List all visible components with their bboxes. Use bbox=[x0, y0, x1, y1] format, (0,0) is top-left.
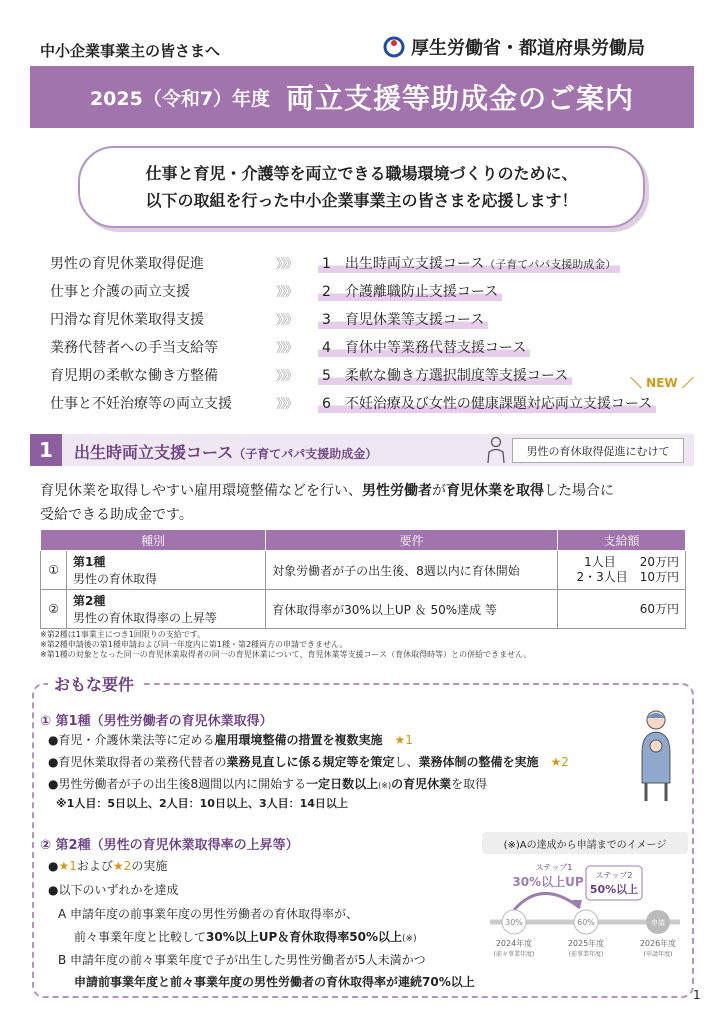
desc-text: した場合に bbox=[544, 483, 614, 499]
row-amount: 60万円 bbox=[558, 590, 686, 629]
type2-bullet-2: ●以下のいずれかを達成 bbox=[48, 883, 179, 897]
col-amount: 支給額 bbox=[558, 530, 686, 551]
step1-value: 30%以上UP bbox=[512, 875, 584, 889]
ministry-logo bbox=[383, 36, 405, 58]
table-header-row bbox=[41, 530, 686, 551]
course-name bbox=[318, 281, 502, 301]
desc-bold: 男性労働者 bbox=[362, 483, 432, 499]
course-name bbox=[318, 393, 656, 413]
row-kind bbox=[67, 590, 266, 629]
row-amount bbox=[558, 551, 686, 590]
course-goal: 仕事と介護の両立支援 bbox=[50, 284, 190, 300]
star-icon: ★1 bbox=[394, 733, 413, 747]
text: 前々事業年度と比較して bbox=[74, 930, 207, 944]
requirements-title: おもな要件 bbox=[48, 672, 140, 695]
course-goal: 業務代替者への手当支給等 bbox=[50, 340, 218, 356]
footnote: ※第2種申請後の第1種申請および同一年度内に第1種・第2種両方の申請できません。 bbox=[40, 640, 348, 649]
bold-text: 業務見直しに係る規定等を策定 bbox=[226, 755, 395, 769]
arrow-icon: 》》》 bbox=[276, 285, 297, 300]
course-name bbox=[318, 253, 620, 273]
timeline-diagram bbox=[482, 856, 688, 966]
text: ● bbox=[48, 859, 59, 873]
kind-sub: 男性の育休取得率の上昇等 bbox=[73, 611, 218, 625]
row-number: ① bbox=[41, 551, 67, 590]
text: ●育児・介護休業法等に定める bbox=[48, 733, 215, 747]
table-row bbox=[41, 590, 686, 629]
bold-text: の育児休業 bbox=[391, 777, 452, 791]
note-mark: (※) bbox=[402, 934, 417, 944]
ministry-name: 厚生労働省・都道府県労働局 bbox=[411, 38, 645, 59]
course-name bbox=[318, 309, 488, 329]
section-number: 1 bbox=[30, 434, 62, 466]
bold-text: 30%以上UP＆育休取得率50%以上 bbox=[206, 930, 403, 944]
type2-heading: ② 第2種（男性の育児休業取得率の上昇等） bbox=[40, 838, 299, 853]
course-row-6 bbox=[40, 389, 700, 417]
course-row-3 bbox=[40, 305, 700, 333]
course-goal: 男性の育児休業取得促進 bbox=[50, 256, 204, 272]
ministry-header bbox=[383, 34, 645, 60]
text: を取得 bbox=[451, 777, 488, 791]
course-name bbox=[318, 337, 530, 357]
row-kind bbox=[67, 551, 266, 590]
arrow-icon: 》》》 bbox=[276, 397, 297, 412]
course-row-2 bbox=[40, 277, 700, 305]
course-title: 育休中等業務代替支援コース bbox=[344, 340, 527, 356]
course-title: 育児休業等支援コース bbox=[344, 312, 485, 328]
footnote: ※第2種は1事業主につき1回限りの支給です。 bbox=[40, 630, 206, 639]
arrow-icon: 》》》 bbox=[276, 257, 297, 272]
footnotes bbox=[40, 630, 532, 660]
type2-bullet-1 bbox=[48, 857, 167, 874]
page-number: 1 bbox=[693, 988, 701, 1002]
course-goal: 仕事と不妊治療等の両立支援 bbox=[50, 396, 232, 412]
intro-line-1: 仕事と育児・介護等を両立できる職場環境づくりのために、 bbox=[145, 164, 578, 183]
course-number: 5 bbox=[322, 368, 331, 384]
type1-heading: ① 第1種（男性労働者の育児休業取得） bbox=[40, 714, 273, 729]
amount-line: 1人目 20万円 bbox=[584, 555, 679, 569]
col-requirement: 要件 bbox=[266, 530, 558, 551]
type1-bullet-1 bbox=[48, 731, 413, 748]
amount-line: 2・3人目 10万円 bbox=[576, 570, 679, 584]
arrow-icon: 》》》 bbox=[276, 369, 297, 384]
star-icon: ★2 bbox=[112, 859, 132, 873]
course-title: 不妊治療及び女性の健康課題対応両立支援コース bbox=[344, 396, 653, 412]
title-banner bbox=[30, 66, 694, 128]
node-sub: (申請年度) bbox=[643, 951, 673, 958]
course-row-5 bbox=[40, 361, 700, 389]
course-subtitle: （子育てパパ支援助成金） bbox=[484, 258, 617, 271]
text: ●男性労働者が子の出生後8週間以内に開始する bbox=[48, 777, 307, 791]
condition-a-line-1: A 申請年度の前事業年度の男性労働者の育休取得率が、 bbox=[58, 907, 359, 921]
course-title: 柔軟な働き方選択制度等支援コース bbox=[344, 368, 569, 384]
course-name bbox=[318, 365, 572, 385]
course-number: 4 bbox=[322, 340, 331, 356]
text: の実施 bbox=[131, 859, 168, 873]
condition-b-line-2: 申請前事業年度と前々事業年度の男性労働者の育休取得率が連続70%以上 bbox=[74, 975, 475, 989]
course-goal: 円滑な育児休業取得支援 bbox=[50, 312, 204, 328]
fiscal-year: 2025（令和7）年度 bbox=[89, 87, 271, 110]
node-year: 2025年度 bbox=[567, 939, 605, 948]
step2-value: 50%以上 bbox=[589, 883, 639, 896]
section-title-main: 出生時両立支援コース bbox=[74, 443, 234, 462]
page-title: 両立支援等助成金のご案内 bbox=[286, 82, 635, 115]
star-icon: ★2 bbox=[550, 755, 569, 769]
node-sub: (前々事業年度) bbox=[493, 951, 535, 958]
footnote: ※第1種の対象となった同一の育児休業取得者の同一の育児休業について、育児休業等支援コース（育休取得時等）との併給できません。 bbox=[40, 650, 532, 659]
course-number: 1 bbox=[322, 256, 331, 272]
section-description bbox=[40, 479, 690, 527]
condition-b-line-1: B 申請年度の前々事業年度で子が出生した男性労働者が5人未満かつ bbox=[58, 953, 426, 967]
section-title bbox=[74, 440, 377, 463]
node-label: 30% bbox=[505, 918, 523, 927]
course-row-1 bbox=[40, 249, 700, 277]
parent-with-baby-illustration bbox=[636, 708, 676, 803]
kind-title: 第2種 bbox=[73, 594, 106, 608]
row-requirement: 対象労働者が子の出生後、8週以内に育休開始 bbox=[266, 551, 558, 590]
timeline-title: (※)Aの達成から申請までのイメージ bbox=[482, 832, 688, 854]
col-kind: 種別 bbox=[41, 530, 266, 551]
text: し、 bbox=[394, 755, 419, 769]
kind-title: 第1種 bbox=[73, 555, 106, 569]
row-requirement: 育休取得率が30%以上UP ＆ 50%達成 等 bbox=[266, 590, 558, 629]
desc-text: が bbox=[432, 483, 446, 499]
table-row bbox=[41, 551, 686, 590]
step1-label: ステップ1 bbox=[535, 863, 573, 872]
desc-text: 育児休業を取得しやすい雇用環境整備などを行い、 bbox=[40, 483, 362, 499]
row-number: ② bbox=[41, 590, 67, 629]
type1-bullet-3 bbox=[48, 775, 487, 792]
course-row-4 bbox=[40, 333, 700, 361]
step2-label: ステップ2 bbox=[595, 871, 633, 880]
node-year: 2026年度 bbox=[639, 939, 677, 948]
course-number: 2 bbox=[322, 284, 331, 300]
section-tag: 男性の育休取得促進にむけて bbox=[512, 438, 684, 463]
course-title: 出生時両立支援コース bbox=[344, 256, 485, 272]
type1-bullet-2 bbox=[48, 753, 569, 770]
subsidy-table bbox=[40, 529, 686, 629]
bold-text: 業務体制の整備を実施 bbox=[418, 755, 539, 769]
bold-text: 雇用環境整備の措置を複数実施 bbox=[214, 733, 383, 747]
arrow-icon: 》》》 bbox=[276, 313, 297, 328]
course-number: 6 bbox=[322, 396, 331, 412]
father-icon bbox=[485, 436, 507, 464]
node-label: 60% bbox=[577, 918, 595, 927]
bold-text: 一定日数以上 bbox=[306, 777, 379, 791]
intro-line-2: 以下の取組を行った中小企業事業主の皆さまを応援します！ bbox=[145, 191, 578, 210]
note-mark: (※) bbox=[378, 781, 392, 790]
intro-bubble bbox=[78, 146, 645, 228]
audience-label: 中小企業事業主の皆さまへ bbox=[40, 42, 221, 60]
node-label: 申請 bbox=[651, 919, 665, 927]
desc-bold: 育児休業を取得 bbox=[446, 483, 544, 499]
arrow-icon: 》》》 bbox=[276, 341, 297, 356]
course-goal: 育児期の柔軟な働き方整備 bbox=[50, 368, 218, 384]
star-icon: ★1 bbox=[58, 859, 77, 873]
kind-sub: 男性の育休取得 bbox=[73, 572, 158, 586]
new-badge: ＼ NEW ／ bbox=[630, 376, 694, 390]
section-title-sub: （子育てパパ支援助成金） bbox=[233, 447, 378, 461]
node-year: 2024年度 bbox=[495, 939, 533, 948]
step1-arrow bbox=[514, 893, 580, 910]
type1-note: ※1人目：5日以上、2人目：10日以上、3人目：14日以上 bbox=[56, 797, 348, 810]
condition-a-line-2 bbox=[74, 928, 417, 945]
course-number: 3 bbox=[322, 312, 331, 328]
desc-text: 受給できる助成金です。 bbox=[40, 507, 193, 523]
node-sub: (前事業年度) bbox=[568, 951, 604, 958]
text: および bbox=[76, 859, 113, 873]
text: ●育児休業取得者の業務代替者の bbox=[48, 755, 227, 769]
course-title: 介護離職防止支援コース bbox=[344, 284, 499, 300]
